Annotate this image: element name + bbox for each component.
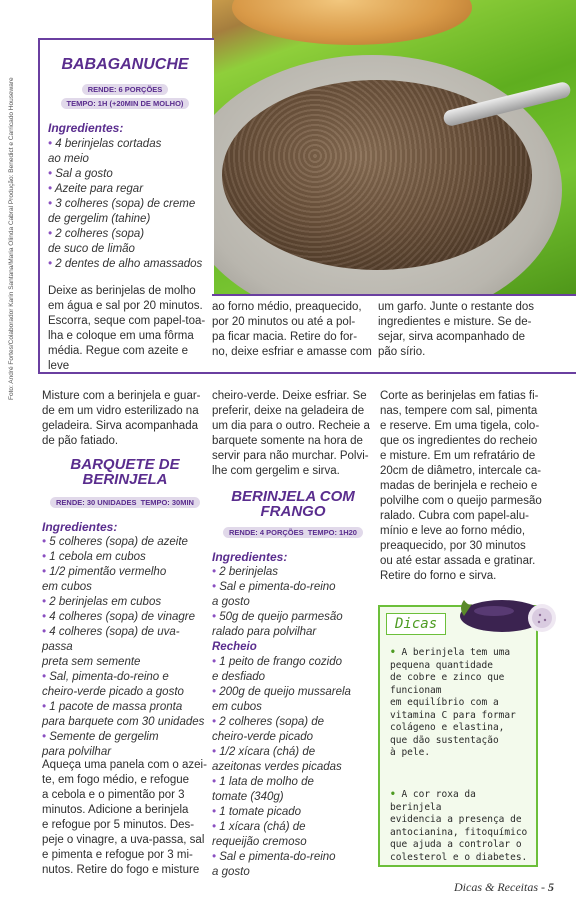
footer-text: Dicas & Receitas - xyxy=(454,880,545,894)
preparation-text: ao forno médio, preaquecido, por 20 minutos ou até a pol- pa ficar macia. Retire do for- no, deixe esfriar e amasse com xyxy=(212,301,372,358)
list-item: em cubos xyxy=(42,581,92,593)
list-item: tomate (340g) xyxy=(212,791,284,803)
list-item: • 1 peito de frango cozido xyxy=(212,656,342,668)
yield-time-badge: RENDE: 4 PORÇÕES TEMPO: 1H20 xyxy=(212,522,374,540)
list-item: • 50g de queijo parmesão xyxy=(212,611,343,623)
yield-time-badge: RENDE: 30 UNIDADES TEMPO: 30MIN xyxy=(42,492,208,510)
recipe-title: BERINJELA COM FRANGO xyxy=(231,488,355,520)
preparation-text: Deixe as berinjelas de molho em água e sal por 20 minutos. Escorra, seque com papel-toa- lha e coloque em uma fôrma média. Regue com azeite e leve xyxy=(48,285,206,372)
list-item: • 4 berinjelas cortadas xyxy=(48,138,162,150)
tip-item: • A berinjela tem uma pequena quantidade de cobre e zinco que funcionam em equilíbrio com a vitamina C para formar colágeno e elastina, que dão sustentação à pele. xyxy=(390,647,516,758)
list-item: • 1 lata de molho de xyxy=(212,776,314,788)
list-item: • 2 dentes de alho amassados xyxy=(48,258,203,270)
list-item: • 2 colheres (sopa) xyxy=(48,228,145,240)
preparation-text: cheiro-verde. Deixe esfriar. Se preferir, deixe na geladeira de um dia para o outro. Recheie a barquete somente na hora de servir para não murchar. Polvi- lhe com gergelim e sirva. xyxy=(212,390,370,477)
recipe-title: BARQUETE DE BERINJELA xyxy=(70,456,180,488)
list-item: • Sal, pimenta-do-reino e xyxy=(42,671,169,683)
list-item: • 2 colheres (sopa) de xyxy=(212,716,325,728)
list-item: de gergelim (tahine) xyxy=(48,213,151,225)
list-item: para barquete com 30 unidades xyxy=(42,716,205,728)
page-number: 5 xyxy=(548,880,554,894)
list-item: em cubos xyxy=(212,701,262,713)
list-item: azeitonas verdes picadas xyxy=(212,761,342,773)
preparation-text: Misture com a berinjela e guar- de em um vidro esterilizado na geladeira. Sirva acompanhada de pão fatiado. xyxy=(42,390,201,447)
list-item: • 1/2 pimentão vermelho xyxy=(42,566,167,578)
page-footer xyxy=(454,880,554,895)
list-item: cheiro-verde picado xyxy=(212,731,314,743)
list-item: a gosto xyxy=(212,596,250,608)
bread-shape xyxy=(232,0,472,45)
list-item: • 4 colheres (sopa) de uva-passa xyxy=(42,626,180,653)
preparation-text: um garfo. Junte o restante dos ingredientes e misture. Se de- sejar, sirva acompanhado de pão sírio. xyxy=(378,301,534,358)
divider-line xyxy=(212,294,576,296)
ingredients-list xyxy=(42,535,210,760)
preparation-text: Corte as berinjelas em fatias fi- nas, tempere com sal, pimenta e reserve. Em uma tigela, colo- que os ingredientes do recheio e misture. Em um refratário de 20cm de diâmetro, intercale ca- madas de berinjela e recheio e polvilhe com o queijo parmesão ralado. Cubra com papel-alu- mínio e leve ao forno médio, preaquecido, por 30 minutos ou até estar assada e gratinar. Retire do forno e sirva. xyxy=(380,390,542,582)
tip-item: • A cor roxa da berinjela evidencia a presença de antocianina, fitoquímico que ajuda a controlar o colesterol e o diabetes. xyxy=(390,789,528,863)
list-item: a gosto xyxy=(212,866,250,878)
babaganuche-photo xyxy=(212,0,576,296)
list-item: para polvilhar xyxy=(42,746,112,758)
ingredients-heading: Ingredientes: xyxy=(212,550,288,564)
list-item: • 3 colheres (sopa) de creme xyxy=(48,198,196,210)
list-item: cheiro-verde picado a gosto xyxy=(42,686,184,698)
ingredients-list xyxy=(48,137,210,272)
ingredients-list xyxy=(212,565,374,880)
eggplant-icon xyxy=(456,588,566,636)
preparation-text: Aqueça uma panela com o azei- te, em fogo médio, e refogue a cebola e o pimentão por 3 minutos. Adicione a berinjela e refogue por 5 minutos. Des- peje o vinagre, a uva-passa, sal e pimenta e refogue por 3 mi- nutos. Retire do fogo e misture xyxy=(42,759,207,876)
list-item: • 200g de queijo mussarela xyxy=(212,686,351,698)
list-item: • 1/2 xícara (chá) de xyxy=(212,746,316,758)
list-item: de suco de limão xyxy=(48,243,135,255)
time-badge xyxy=(40,93,210,111)
list-item: • Sal e pimenta-do-reino xyxy=(212,581,336,593)
tips-title: Dicas xyxy=(386,613,446,635)
recipe-title: BABAGANUCHE xyxy=(61,56,189,73)
list-item: ralado para polvilhar xyxy=(212,626,317,638)
list-item: • 1 tomate picado xyxy=(212,806,302,818)
photo-credit xyxy=(8,40,22,400)
yield-text: RENDE: 6 PORÇÕES xyxy=(82,84,169,95)
list-item: • 4 colheres (sopa) de vinagre xyxy=(42,611,195,623)
list-item: • 1 xícara (chá) de xyxy=(212,821,306,833)
list-item: preta sem semente xyxy=(42,656,141,668)
list-item: • 2 berinjelas xyxy=(212,566,279,578)
list-item: • Sal e pimenta-do-reino xyxy=(212,851,336,863)
ingredients-heading: Ingredientes: xyxy=(48,121,124,135)
tips-box xyxy=(378,605,538,867)
time-text: TEMPO: 1H (+20MIN DE MOLHO) xyxy=(61,98,190,109)
list-item: • 1 pacote de massa pronta xyxy=(42,701,183,713)
list-item: • Azeite para regar xyxy=(48,183,144,195)
recheio-heading: Recheio xyxy=(212,641,257,653)
list-item: e desfiado xyxy=(212,671,266,683)
ingredients-heading: Ingredientes: xyxy=(42,520,118,534)
list-item: ao meio xyxy=(48,153,89,165)
photo-credit-text: Foto: André Fortes/Colaborador Karin Santana/Maria Olinda Cabral Produção: Benedict e Carricado Houseware xyxy=(8,77,15,400)
list-item: • Semente de gergelim xyxy=(42,731,159,743)
list-item: requeijão cremoso xyxy=(212,836,307,848)
list-item: • 2 berinjelas em cubos xyxy=(42,596,162,608)
list-item: • Sal a gosto xyxy=(48,168,113,180)
list-item: • 1 cebola em cubos xyxy=(42,551,146,563)
list-item: • 5 colheres (sopa) de azeite xyxy=(42,536,188,548)
